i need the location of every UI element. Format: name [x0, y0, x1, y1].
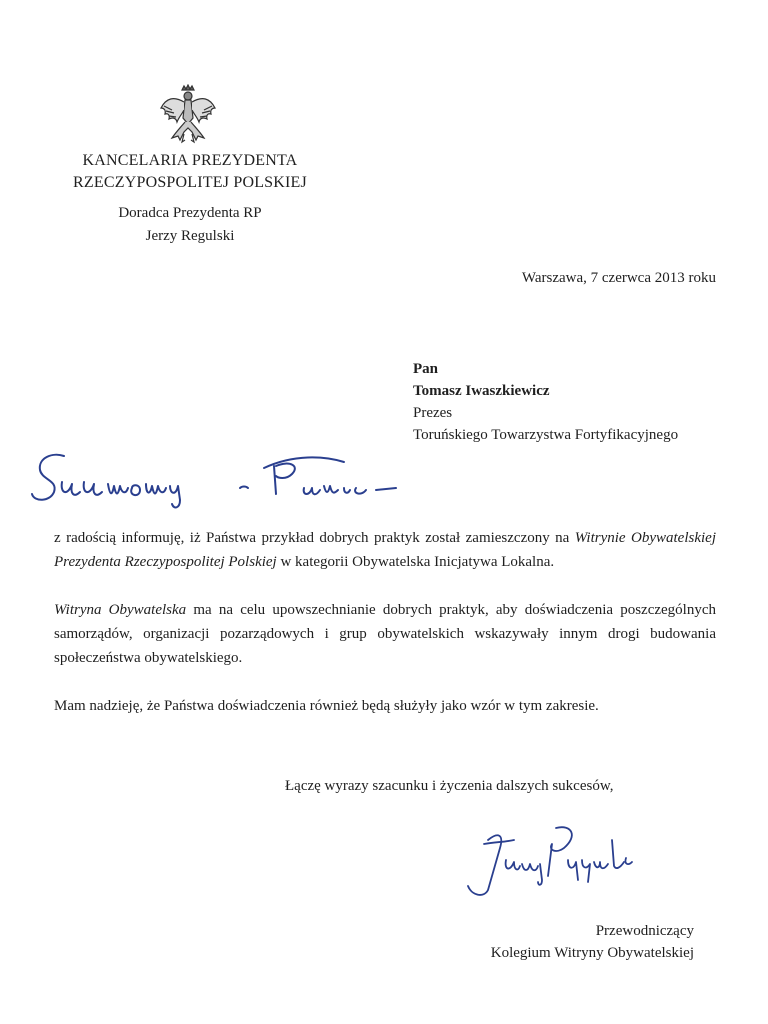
advisor-title: Doradca Prezydenta RP: [118, 205, 262, 221]
signer-body: Kolegium Witryny Obywatelskiej: [490, 945, 694, 961]
advisor-name: Jerzy Regulski: [145, 228, 235, 244]
recipient-position: Prezes: [413, 405, 453, 421]
recipient-name: Tomasz Iwaszkiewicz: [413, 383, 550, 399]
recipient-salutation: Pan: [413, 361, 439, 377]
body-paragraph-3: Mam nadzieję, że Państwa doświadczenia również będą służyły jako wzór w tym zakresie.: [54, 698, 599, 714]
closing-phrase: Łączę wyrazy szacunku i życzenia dalszych sukcesów,: [285, 778, 614, 794]
handwritten-signature: [448, 820, 638, 900]
recipient-organization: Toruńskiego Towarzystwa Fortyfikacyjnego: [413, 427, 679, 443]
handwritten-greeting: [24, 448, 414, 516]
signer-title: Przewodniczący: [595, 923, 694, 939]
letter-date: Warszawa, 7 czerwca 2013 roku: [521, 270, 716, 286]
body-paragraph-1: z radością informuję, iż Państwa przykład dobrych praktyk został zamieszczony na Witrynie Obywatelskiej Prezydenta Rzeczypospolitej Polskiej w kategorii Obywatelska Inicjatywa Lokalna.: [54, 530, 716, 570]
white-eagle-emblem-icon: [158, 84, 218, 146]
institution-name-line1: KANCELARIA PREZYDENTA: [82, 152, 298, 169]
body-paragraph-2: Witryna Obywatelska ma na celu upowszechnianie dobrych praktyk, aby doświadczenia poszczególnych samorządów, organizacji pozarządowych i grup obywatelskich wskazywały innym drogi budowania społeczeństwa obywatelskiego.: [54, 602, 717, 666]
institution-name-line2: RZECZYPOSPOLITEJ POLSKIEJ: [73, 174, 307, 191]
